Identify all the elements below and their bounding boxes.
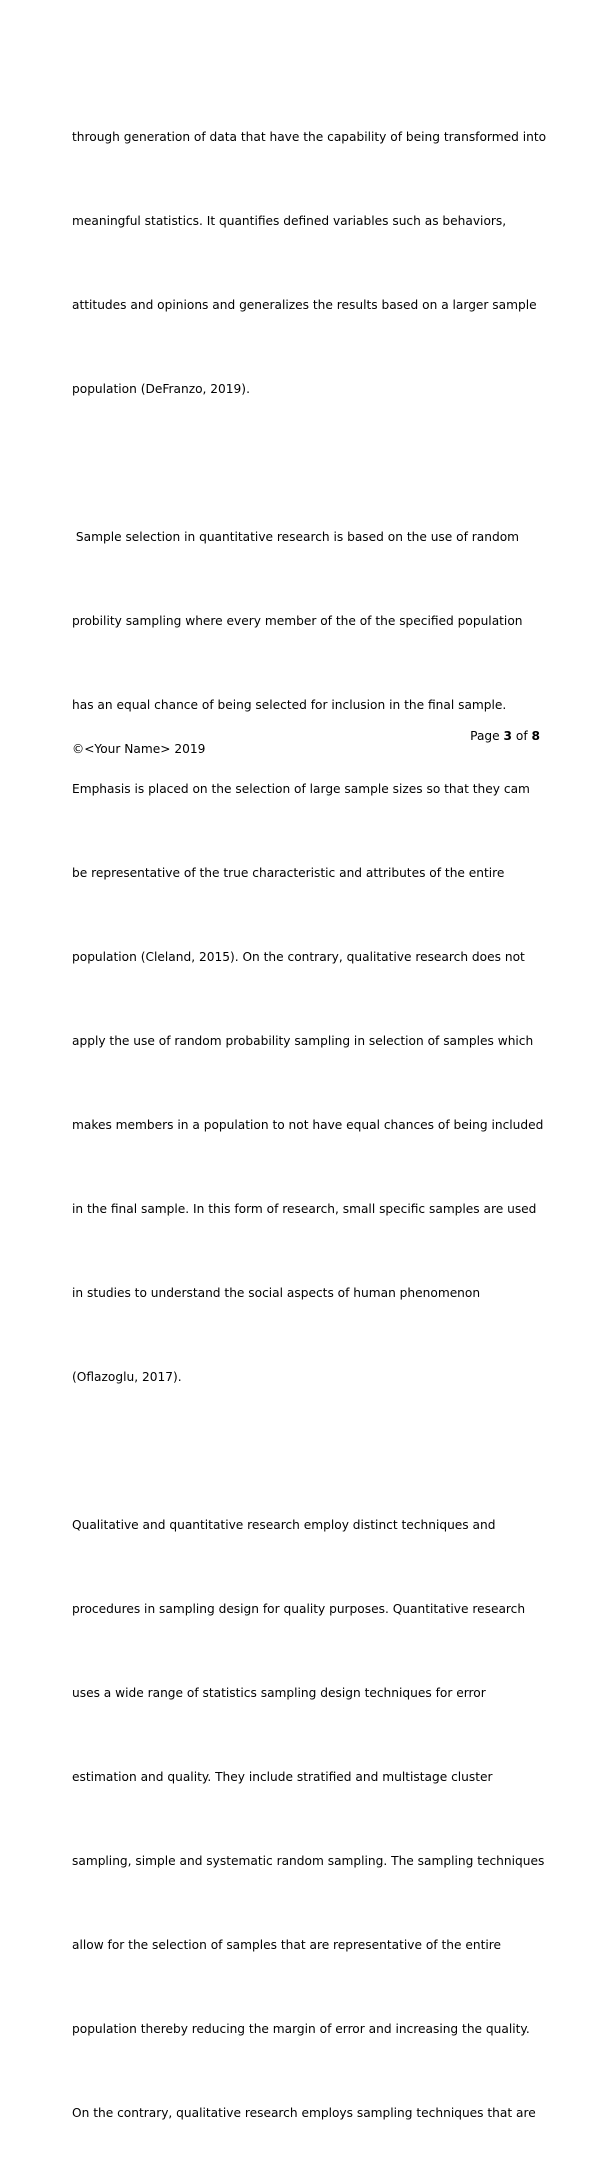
total-pages: 8	[531, 729, 540, 743]
page-number	[470, 727, 540, 745]
text-line: apply the use of random probability sampling in selection of samples which	[72, 1034, 534, 1048]
text-line: meaningful statistics. It quantifies defined variables such as behaviors,	[72, 214, 507, 228]
text-line: through generation of data that have the capability of being transformed into	[72, 130, 547, 144]
text-line: uses a wide range of statistics sampling design techniques for error	[72, 1686, 486, 1700]
paragraph-2	[72, 467, 550, 1447]
page-label: Page	[470, 729, 500, 743]
text-line: population (Cleland, 2015). On the contrary, qualitative research does not	[72, 950, 525, 964]
text-line: procedures in sampling design for quality purposes. Quantitative research	[72, 1602, 526, 1616]
paragraph-1	[72, 67, 550, 459]
text-line: be representative of the true characteristic and attributes of the entire	[72, 866, 505, 880]
current-page: 3	[503, 729, 513, 743]
text-line: (Oflazoglu, 2017).	[72, 1370, 182, 1384]
body-text	[72, 67, 550, 2183]
text-line: has an equal chance of being selected for inclusion in the final sample.	[72, 698, 507, 712]
footer-copyright: ©<Your Name> 2019	[72, 742, 206, 756]
text-line: Emphasis is placed on the selection of large sample sizes so that they cam	[72, 782, 530, 796]
text-line: Sample selection in quantitative research is based on the use of random	[72, 530, 520, 544]
text-line: On the contrary, qualitative research employs sampling techniques that are	[72, 2106, 536, 2120]
text-line: attitudes and opinions and generalizes the results based on a larger sample	[72, 298, 537, 312]
text-line: in the final sample. In this form of research, small specific samples are used	[72, 1202, 537, 1216]
paragraph-3	[72, 1455, 550, 2183]
text-line: Qualitative and quantitative research employ distinct techniques and	[72, 1518, 496, 1532]
text-line: estimation and quality. They include stratified and multistage cluster	[72, 1770, 493, 1784]
text-line: population thereby reducing the margin of error and increasing the quality.	[72, 2022, 530, 2036]
text-line: allow for the selection of samples that are representative of the entire	[72, 1938, 501, 1952]
text-line: probility sampling where every member of the of the specified population	[72, 614, 523, 628]
text-line: in studies to understand the social aspects of human phenomenon	[72, 1286, 481, 1300]
text-line: population (DeFranzo, 2019).	[72, 382, 250, 396]
text-line: makes members in a population to not have equal chances of being included	[72, 1118, 544, 1132]
text-line: sampling, simple and systematic random sampling. The sampling techniques	[72, 1854, 545, 1868]
of-label: of	[515, 729, 528, 743]
